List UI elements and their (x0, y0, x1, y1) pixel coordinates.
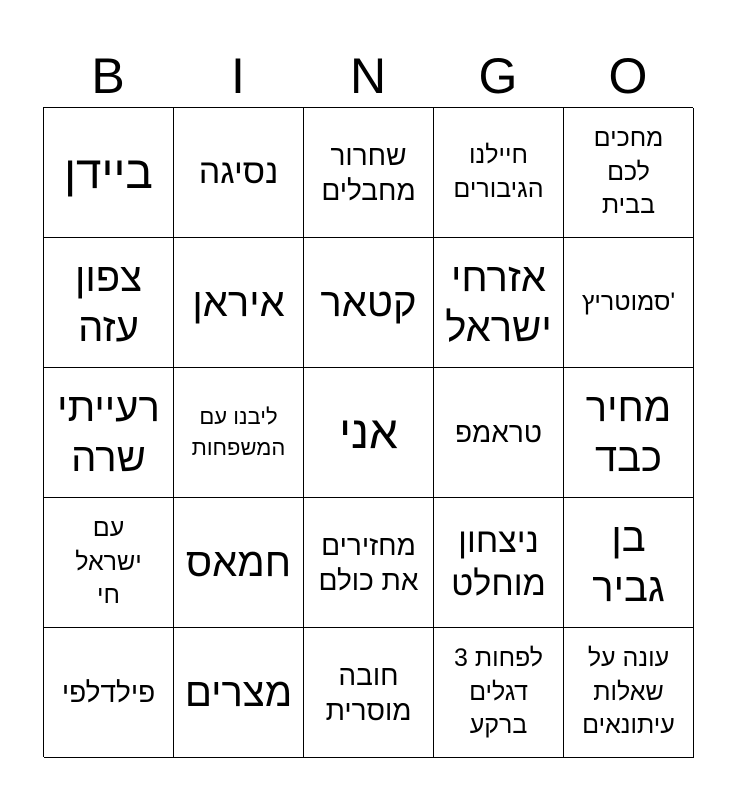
bingo-cell[interactable] (44, 498, 174, 628)
cell-text: מצרים (184, 670, 293, 715)
cell-text: רעייתי שרה (57, 385, 160, 480)
bingo-cell[interactable] (174, 498, 304, 628)
bingo-cell[interactable] (44, 368, 174, 498)
bingo-header (43, 46, 693, 106)
bingo-cell[interactable] (564, 498, 694, 628)
cell-text: חיילנו הגיבורים (453, 140, 544, 203)
bingo-cell[interactable] (564, 238, 694, 368)
header-letter-i: I (231, 48, 245, 104)
bingo-cell[interactable] (564, 628, 694, 758)
bingo-cell[interactable] (434, 498, 564, 628)
header-letter-n: N (349, 48, 387, 104)
bingo-cell[interactable] (434, 368, 564, 498)
cell-text: קטאר (320, 280, 417, 325)
cell-text: חמאס (185, 540, 292, 585)
bingo-cell[interactable] (44, 238, 174, 368)
cell-text: עם ישראל חי (75, 513, 142, 610)
cell-text: ביידן (64, 146, 153, 199)
bingo-board (43, 107, 693, 757)
header-letter-g: G (478, 48, 518, 104)
cell-text: נסיגה (198, 153, 279, 192)
bingo-cell[interactable] (174, 238, 304, 368)
bingo-cell[interactable] (44, 108, 174, 238)
bingo-cell[interactable] (434, 108, 564, 238)
bingo-cell[interactable] (304, 108, 434, 238)
cell-text: צפון עזה (75, 255, 142, 350)
cell-text: איראן (192, 280, 285, 325)
bingo-cell[interactable] (304, 368, 434, 498)
bingo-cell[interactable] (174, 108, 304, 238)
bingo-cell[interactable] (304, 628, 434, 758)
cell-text: מחזירים את כולם (318, 529, 419, 596)
bingo-cell[interactable] (304, 238, 434, 368)
cell-text: שחרור מחבלים (321, 139, 416, 206)
cell-text: אזרחי ישראל (445, 255, 552, 350)
bingo-cell[interactable] (434, 628, 564, 758)
bingo-cell[interactable] (174, 368, 304, 498)
cell-text: 'סמוטריץ (581, 287, 676, 316)
bingo-cell[interactable] (564, 108, 694, 238)
cell-text: בן גביר (592, 515, 665, 610)
cell-text: טראמפ (454, 417, 543, 448)
bingo-cell[interactable] (304, 498, 434, 628)
cell-text: אני (339, 406, 398, 459)
cell-text: עונה על שאלות עיתונאים (582, 643, 675, 740)
bingo-cell[interactable] (174, 628, 304, 758)
cell-text: ניצחון מוחלט (451, 522, 546, 603)
cell-text: חובה מוסרית (325, 659, 412, 726)
cell-text: ליבנו עם המשפחות (191, 403, 286, 460)
bingo-cell[interactable] (564, 368, 694, 498)
bingo-cell[interactable] (44, 628, 174, 758)
bingo-cell[interactable] (434, 238, 564, 368)
header-letter-o: O (608, 48, 648, 104)
cell-text: מחיר כבד (585, 385, 672, 480)
header-letter-b: B (91, 48, 125, 104)
cell-text: פילדלפי (61, 677, 156, 708)
cell-text: לפחות 3 דגלים ברקע (453, 643, 544, 740)
cell-text: מחכים לכם בבית (593, 123, 664, 220)
